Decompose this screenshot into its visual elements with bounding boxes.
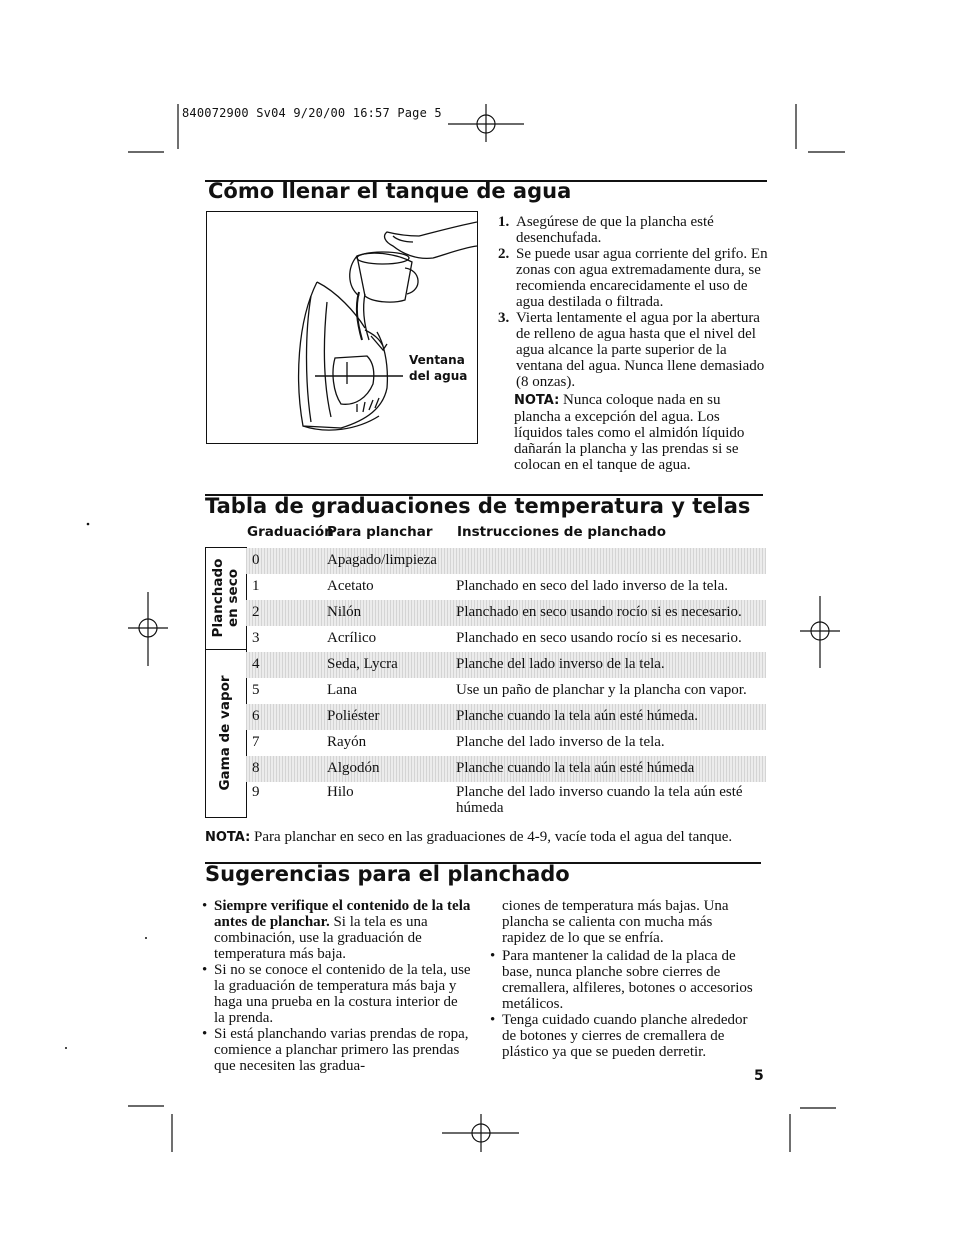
table-row: 4 Seda, Lycra Planche del lado inverso de la tela. <box>246 652 766 678</box>
table-row: 2 Nilón Planchado en seco usando rocío si es necesario. <box>246 600 766 626</box>
fill-section-title: Cómo llenar el tanque de agua <box>208 179 572 203</box>
iron-illustration-box <box>206 211 478 444</box>
fill-note: NOTA: Nunca coloque nada en su plancha a excepción del agua. Los líquidos tales como el almidón líquido dañarán la plancha y las prendas si se colocan en el tanque de agua. <box>514 392 745 473</box>
col-header-fabric: Para planchar <box>327 524 433 540</box>
table-section-title: Tabla de graduaciones de temperatura y telas <box>205 494 751 518</box>
tip-item: • Siempre verifique el contenido de la tela antes de planchar. Si la tela es una combinación, use la graduación de temperatura más baja. <box>202 898 472 962</box>
tip-item: • Para mantener la calidad de la placa de base, nunca planche sobre cierres de cremallera, alfileres, botones o accesorios metálicos. <box>490 948 758 1012</box>
table-row: 1 Acetato Planchado en seco del lado inverso de la tela. <box>252 578 728 594</box>
tips-section-title: Sugerencias para el planchado <box>205 862 570 886</box>
table-row: 0 Apagado/limpieza <box>246 548 766 574</box>
iron-filling-illustration <box>207 212 477 443</box>
col-header-instructions: Instrucciones de planchado <box>457 524 666 540</box>
tip-item: • Si está planchando varias prendas de ropa, comience a planchar primero las prendas que necesiten las gradua- <box>202 1026 472 1074</box>
table-row: 7 Rayón Planche del lado inverso de la tela. <box>252 734 665 750</box>
tip-item: • Tenga cuidado cuando planche alrededor de botones y cierres de cremallera de plástico ya que se pueden derretir. <box>490 1012 758 1060</box>
fill-steps <box>498 214 768 473</box>
water-window-label: Ventana del agua <box>409 353 468 383</box>
table-row: 8 Algodón Planche cuando la tela aún esté húmeda <box>246 756 766 782</box>
steam-group-label: Gama de vapor <box>217 675 233 791</box>
table-row: 5 Lana Use un paño de planchar y la plancha con vapor. <box>252 682 747 698</box>
dry-group-label: Planchado en seco <box>210 558 241 638</box>
fill-step: 3. Vierta lentamente el agua por la abertura de relleno de agua hasta que el nivel del agua alcance la parte superior de la ventana del agua. Nunca llene demasiado (8 onzas). <box>498 310 765 390</box>
col-header-setting: Graduación <box>247 524 334 540</box>
print-slug: 840072900 Sv04 9/20/00 16:57 Page 5 <box>182 106 442 120</box>
table-note: NOTA: Para planchar en seco en las graduaciones de 4-9, vacíe toda el agua del tanque. <box>205 829 733 845</box>
tips-right-column <box>490 898 758 1060</box>
tip-item: • Si no se conoce el contenido de la tela, use la graduación de temperatura más baja y haga una prueba en la costura interior de la prenda. <box>202 962 472 1026</box>
table-row: 9 Hilo Planche del lado inverso cuando la tela aún esté húmeda <box>252 784 743 816</box>
tips-left-column <box>202 898 472 1074</box>
page-number: 5 <box>754 1068 764 1084</box>
fill-step: 1. Asegúrese de que la plancha esté desenchufada. <box>498 214 714 246</box>
tip-continuation: ciones de temperatura más bajas. Una plancha se calienta con mucha más rapidez de lo que se enfría. <box>502 898 729 946</box>
table-row: 6 Poliéster Planche cuando la tela aún esté húmeda. <box>246 704 766 730</box>
fill-step: 2. Se puede usar agua corriente del grifo. En zonas con agua extremadamente dura, se recomienda encarecidamente el uso de agua destilada o filtrada. <box>498 246 768 310</box>
table-row: 3 Acrílico Planchado en seco usando rocío si es necesario. <box>252 630 742 646</box>
